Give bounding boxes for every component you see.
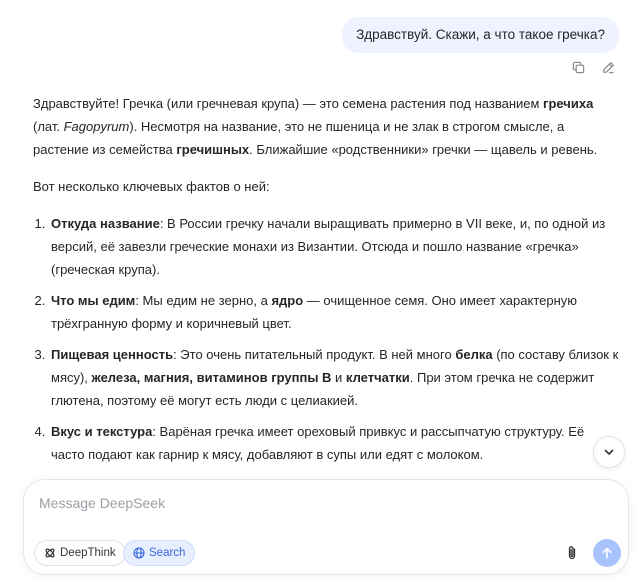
user-message-bubble [342,17,619,53]
message-input[interactable] [37,490,601,516]
list-item [49,212,621,281]
attach-file-button[interactable] [562,542,582,564]
deepthink-icon [44,547,56,559]
text-run: : Мы едим не зерно, а [135,293,272,308]
globe-icon [133,547,145,559]
edit-icon [602,61,615,74]
list-item [49,343,621,412]
bold-text: железа, магния, витаминов группы В [91,370,332,385]
text-run: : В России гречку начали выращивать примерно в VII веке, и, по одной из версий, её завезли греческие монахи из Византии. Отсюда и пошло название «гречка» (греческая крупа). [51,216,606,277]
bold-text: белка [455,347,493,362]
bold-text: Откуда название [51,216,160,231]
deepthink-label: DeepThink [60,547,116,559]
answer-lead: Вот несколько ключевых фактов о ней: [33,179,270,194]
italic-text: Fagopyrum [63,119,130,134]
arrow-up-icon [601,547,613,559]
text-run: Здравствуйте! Гречка (или гречневая крупа) — это семена растения под названием [33,96,544,111]
text-run: . При этом гречка не содержит глютена, поэтому её могут есть люди с целиакией. [51,370,595,408]
bold-text: ядро [271,293,304,308]
bold-text: Пищевая ценность [51,347,174,362]
scroll-to-bottom-button[interactable] [593,436,625,468]
list-item [49,420,621,466]
text-run: (по составу близок к мясу), [51,347,619,385]
text-run: и [331,370,346,385]
text-run: ). Несмотря на название, это не пшеница и не злак в строгом смысле, а растение из семейства [33,119,565,157]
bold-text: Что мы едим [51,293,136,308]
copy-icon [572,61,585,74]
send-button[interactable] [593,539,621,567]
paperclip-icon [566,545,578,561]
text-run: . Ближайшие «родственники» гречки — щавель и ревень. [249,142,598,157]
bold-text: клетчатки [345,370,410,385]
bold-text: гречишных [176,142,250,157]
list-item [49,289,621,335]
bold-text: Вкус и текстура [51,424,153,439]
answer-intro [33,92,621,161]
text-run: : Варёная гречка имеет ореховый привкус и рассыпчатую структуру. Её часто подают как гарнир к мясу, добавляют в супы или едят с молоком. [51,424,585,462]
search-button[interactable] [123,540,195,566]
bold-text: гречиха [543,96,594,111]
search-label: Search [149,547,186,559]
copy-message-button[interactable] [570,59,586,75]
message-actions [570,59,616,75]
text-run: — очищенное семя. Оно имеет характерную трёхгранную форму и коричневый цвет. [51,293,578,331]
text-run: (лат. [33,119,64,134]
message-composer [23,479,629,575]
deepthink-button[interactable] [34,540,126,566]
text-run: : Это очень питательный продукт. В ней много [173,347,456,362]
chevron-down-icon [603,446,615,458]
edit-message-button[interactable] [600,59,616,75]
user-message-text: Здравствуй. Скажи, а что такое гречка? [356,27,605,42]
